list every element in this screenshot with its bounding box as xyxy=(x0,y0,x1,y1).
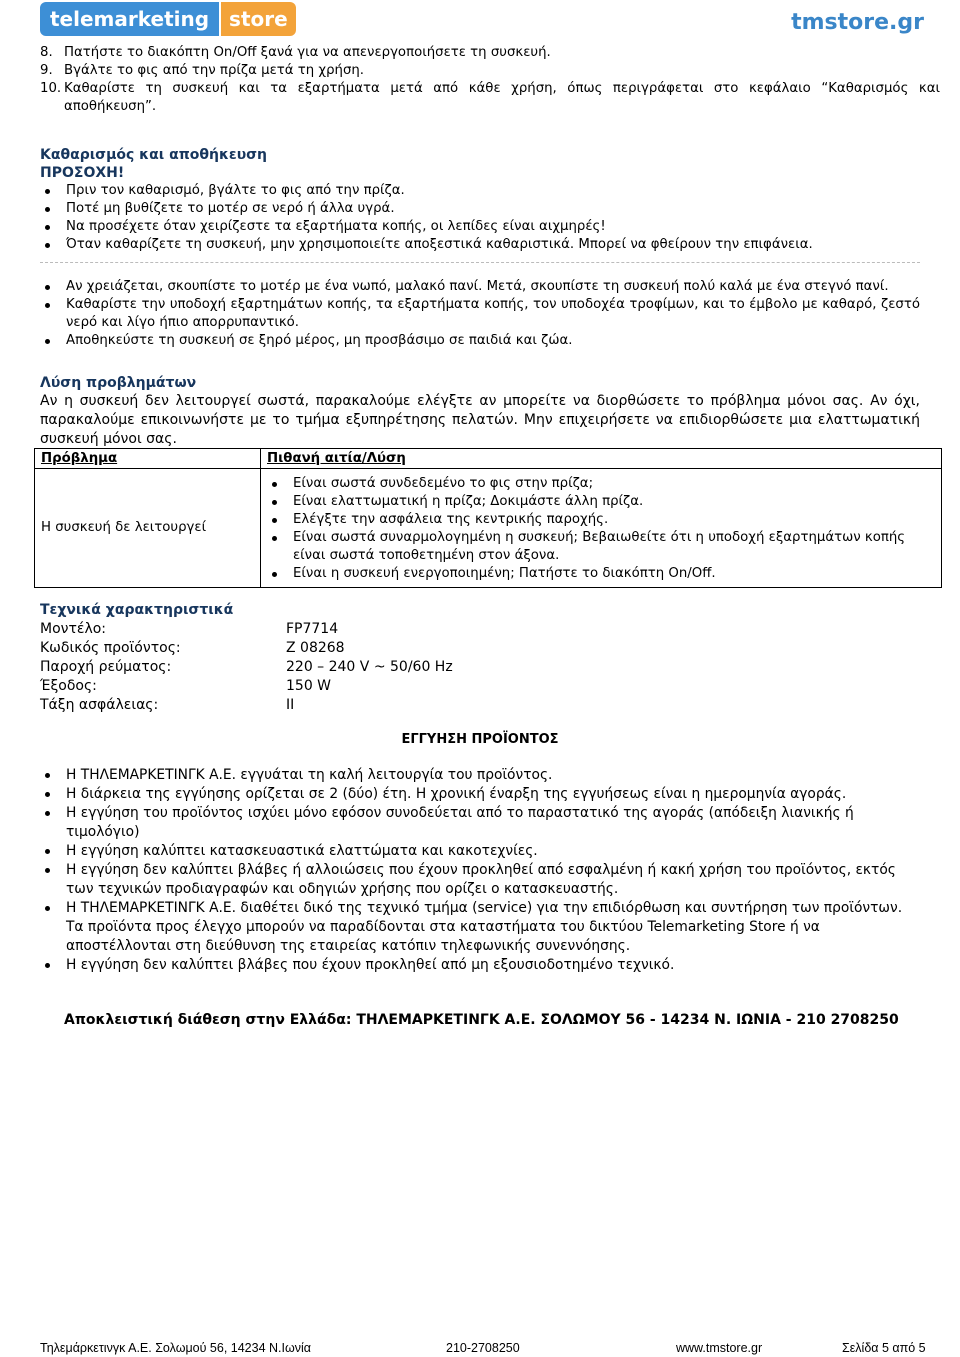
cleaning-heading: Καθαρισμός και αποθήκευση xyxy=(40,147,268,163)
warning-item: Πριν τον καθαρισμό, βγάλτε το φις από την πρίζα. xyxy=(40,182,940,200)
warning-item: Όταν καθαρίζετε τη συσκευή, μην χρησιμοποιείτε αποξεστικά καθαριστικά. Μπορεί να φθείρουν την επιφάνεια. xyxy=(40,236,940,254)
problem-cell xyxy=(35,469,261,588)
cleaning-item: Καθαρίστε την υποδοχή εξαρτημάτων κοπής, τα εξαρτήματα κοπής, τον υποδοχέα τροφίμων, και το έμβολο με καθαρό, ζεστό νερό και λίγο ήπιο απορρυπαντικό. xyxy=(40,296,920,332)
spec-value: Z 08268 xyxy=(286,640,345,656)
solution-item: Είναι η συσκευή ενεργοποιημένη; Πατήστε το διακόπτη On/Off. xyxy=(267,565,935,583)
troubleshooting-table xyxy=(34,448,942,588)
specs-list xyxy=(40,620,640,715)
step-text: Καθαρίστε τη συσκευή και τα εξαρτήματα μετά από κάθε χρήση, όπως περιγράφεται στο κεφάλαιο “Καθαρισμός και αποθήκευση”. xyxy=(64,81,940,114)
tmstore-site-logo: tmstore.gr xyxy=(791,10,924,35)
step-number: 8. xyxy=(40,45,53,60)
warranty-item: Η εγγύηση δεν καλύπτει βλάβες ή αλλοιώσεις που έχουν προκληθεί από εσφαλμένη ή κακή χρήση του προϊόντος, εκτός των τεχνικών προδιαγραφών και οδηγιών χρήσης που ορίζει ο κατασκευαστής. xyxy=(40,861,920,899)
step-item xyxy=(40,80,940,116)
problem-text: Η συσκευή δε λειτουργεί xyxy=(41,520,207,535)
spec-label: Έξοδος: xyxy=(40,678,97,694)
spec-label: Παροχή ρεύματος: xyxy=(40,659,172,675)
header-problem-text: Πρόβλημα xyxy=(41,450,118,466)
troubleshooting-table-wrap xyxy=(34,448,942,588)
header-solution xyxy=(261,449,942,469)
header-problem xyxy=(35,449,261,469)
step-number: 9. xyxy=(40,63,53,78)
footer-phone: 210-2708250 xyxy=(446,1341,520,1355)
troubleshooting-heading: Λύση προβλημάτων xyxy=(40,375,197,391)
spec-row xyxy=(40,658,640,677)
spec-value: 150 W xyxy=(286,678,332,694)
logo-store-text: store xyxy=(221,2,296,36)
solution-cell xyxy=(261,469,942,588)
warranty-item: Η διάρκεια της εγγύησης ορίζεται σε 2 (δύο) έτη. Η χρονική έναρξη της εγγυήσεως είναι η ημερομηνία αγοράς. xyxy=(40,785,920,804)
solution-item: Είναι σωστά συναρμολογημένη η συσκευή; Βεβαιωθείτε ότι η υποδοχή εξαρτημάτων κοπής είναι σωστά τοποθετημένη στον άξονα. xyxy=(267,529,935,565)
solution-item: Είναι ελαττωματική η πρίζα; Δοκιμάστε άλλη πρίζα. xyxy=(267,493,935,511)
separator-line xyxy=(40,262,920,263)
spec-row xyxy=(40,639,640,658)
step-item xyxy=(40,44,940,62)
spec-row xyxy=(40,696,640,715)
cleaning-item: Αποθηκεύστε τη συσκευή σε ξηρό μέρος, μη προσβάσιμο σε παιδιά και ζώα. xyxy=(40,332,920,350)
spec-value: FP7714 xyxy=(286,621,339,637)
warranty-item: Η εγγύηση του προϊόντος ισχύει μόνο εφόσον συνοδεύεται από το παραστατικό της αγοράς (απόδειξη λιανικής ή τιμολόγιο) xyxy=(40,804,920,842)
cleaning-item: Αν χρειάζεται, σκουπίστε το μοτέρ με ένα νωπό, μαλακό πανί. Μετά, σκουπίστε τη συσκευή πολύ καλά με ένα στεγνό πανί. xyxy=(40,278,920,296)
cleaning-list xyxy=(40,278,920,350)
solution-item: Είναι σωστά συνδεδεμένο το φις στην πρίζα; xyxy=(267,475,935,493)
troubleshooting-intro: Αν η συσκευή δεν λειτουργεί σωστά, παρακαλούμε ελέγξτε αν μπορείτε να διορθώσετε το πρόβλημα μόνοι σας. Αν όχι, παρακαλούμε επικοινωνήστε με το τμήμα εξυπηρέτησης πελατών. Μην επιχειρήσετε να επιδιορθώσετε μια ελαττωματική συσκευή μόνοι σας. xyxy=(40,393,920,447)
footer-page-number: Σελίδα 5 από 5 xyxy=(842,1341,926,1355)
step-text: Πατήστε το διακόπτη On/Off ξανά για να απενεργοποιήσετε τη συσκευή. xyxy=(64,45,551,60)
distribution-note: Αποκλειστική διάθεση στην Ελλάδα: ΤΗΛΕΜΑΡΚΕΤΙΝΓΚ Α.Ε. ΣΟΛΩΜΟΥ 56 - 14234 Ν. ΙΩΝΙΑ - 210 2708250 xyxy=(64,1012,899,1028)
spec-label: Κωδικός προϊόντος: xyxy=(40,640,181,656)
warranty-item: Η ΤΗΛΕΜΑΡΚΕΤΙΝΓΚ Α.Ε. διαθέτει δικό της τεχνικό τμήμα (service) για την επιδιόρθωση και συντήρηση των προϊόντων. Τα προϊόντα προς έλεγχο μπορούν να παραδίδονται στα καταστήματα του δικτύου Telemarketing Store ή να αποστέλλονται στη διεύθυνση της εταιρείας κατόπιν τηλεφωνικής συνεννόησης. xyxy=(40,899,920,956)
warranty-item: Η εγγύηση καλύπτει κατασκευαστικά ελαττώματα και κακοτεχνίες. xyxy=(40,842,920,861)
warranty-item: Η εγγύηση δεν καλύπτει βλάβες που έχουν προκληθεί από μη εξουσιοδοτημένο τεχνικό. xyxy=(40,956,920,975)
warning-item: Ποτέ μη βυθίζετε το μοτέρ σε νερό ή άλλα υγρά. xyxy=(40,200,940,218)
spec-value: II xyxy=(286,697,295,713)
step-number: 10. xyxy=(40,81,62,96)
footer-website[interactable]: www.tmstore.gr xyxy=(676,1341,763,1355)
spec-label: Μοντέλο: xyxy=(40,621,107,637)
warning-item: Να προσέχετε όταν χειρίζεστε τα εξαρτήματα κοπής, οι λεπίδες είναι αιχμηρές! xyxy=(40,218,940,236)
numbered-steps xyxy=(40,44,940,116)
spec-value: 220 – 240 V ~ 50/60 Hz xyxy=(286,659,453,675)
step-item xyxy=(40,62,940,80)
warning-heading: ΠΡΟΣΟΧΗ! xyxy=(40,165,125,181)
logo-main-text: telemarketing xyxy=(40,2,219,36)
warranty-heading: ΕΓΓΥΗΣΗ ΠΡΟΪΟΝΤΟΣ xyxy=(401,732,559,747)
telemarketing-store-logo xyxy=(40,2,296,36)
warranty-item: Η ΤΗΛΕΜΑΡΚΕΤΙΝΓΚ Α.Ε. εγγυάται τη καλή λειτουργία του προϊόντος. xyxy=(40,766,920,785)
step-text: Βγάλτε το φις από την πρίζα μετά τη χρήση. xyxy=(64,63,365,78)
solution-item: Ελέγξτε την ασφάλεια της κεντρικής παροχής. xyxy=(267,511,935,529)
warning-list xyxy=(40,182,940,254)
spec-label: Τάξη ασφάλειας: xyxy=(40,697,159,713)
spec-row xyxy=(40,620,640,639)
footer-company: Τηλεμάρκετινγκ Α.Ε. Σολωμού 56, 14234 Ν.Ιωνία xyxy=(40,1341,311,1355)
spec-row xyxy=(40,677,640,696)
warranty-list xyxy=(40,766,920,975)
specs-heading: Τεχνικά χαρακτηριστικά xyxy=(40,602,234,618)
header-solution-text: Πιθανή αιτία/Λύση xyxy=(267,450,406,466)
